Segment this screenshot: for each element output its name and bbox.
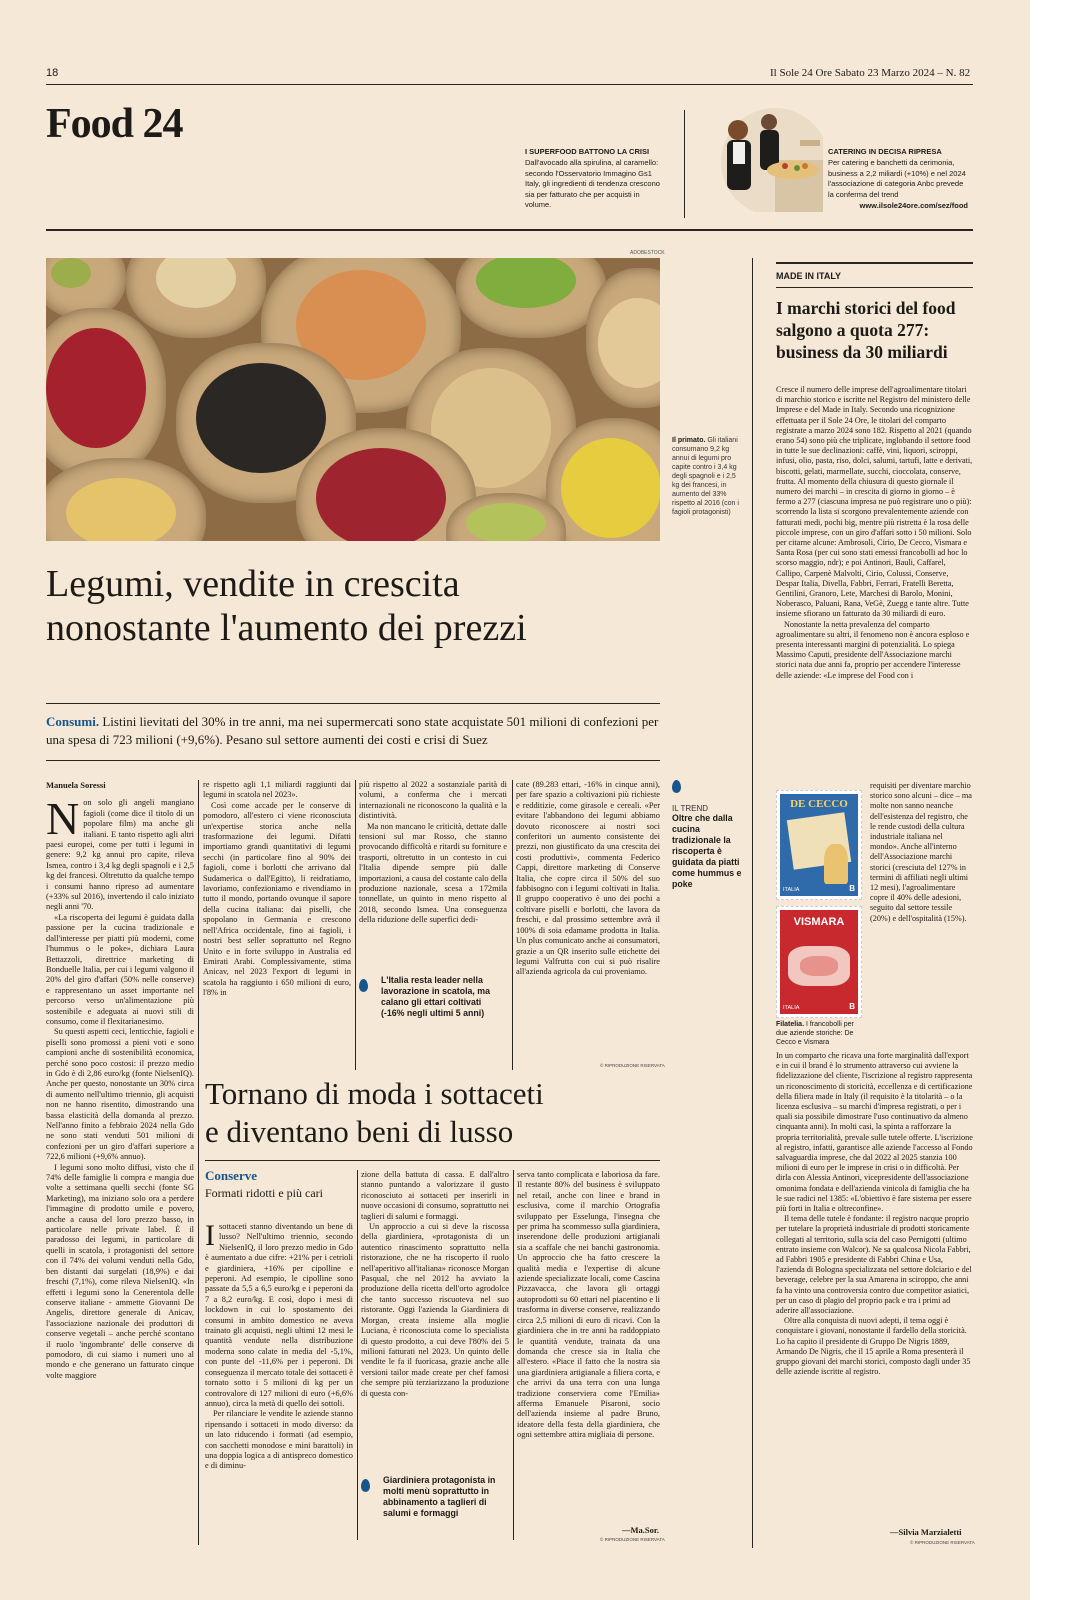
paragraph: Su questi aspetti ceci, lenticchie, fagioli e piselli sono promossi a pieni voti e sono campioni anche di sostenibilità economica, perché sono poco costosi: il prezzo medio in Gdo è di 2,86 euro/kg (fonte NielsenIQ). Anche per questo, nonostante un 30% circa di aumento nell'ultimo triennio, gli acquisti non ne hanno risentito, dimostrando una bassa elasticità della domanda al prezzo. Nell'anno finito a febbraio 2024 nella Gdo ne sono stati venduti 501 milioni di confezioni per un giro d'affari superiore a 722,6 milioni (+9,6% annuo).	[46, 1027, 194, 1162]
teaser-title: I SUPERFOOD BATTONO LA CRISI	[525, 147, 650, 156]
sidebar-headline	[776, 297, 976, 363]
second-col-3	[517, 1170, 660, 1522]
paragraph: Oltre alla conquista di nuovi adepti, il tema oggi è conquistare i giovani, nonostante il fardello della storicità. Lo ha capito il presidente di Gruppo De Nigris 1889, Armando De Nigris, che il 15 aprile a Roma presenterà il gruppo giovani dei marchi storici, composto dagli under 35 delle aziende iscritte al registro.	[776, 1316, 971, 1377]
paragraph: «La riscoperta dei legumi è guidata dalla passione per la cucina tradizionale e dall'interesse per piatti più moderni, come l'hummus o le poke», dichiara Laura Bettazzoli, direttrice marketing di Bonduelle Italia, per cui i legumi valgono il 20% del giro d'affari (50% nelle conserve) e rappresentano un asset importante nel percorso verso un'alimentazione più sostenibile e adeguata ai nuovi stili di consumo, come il flexitarianesimo.	[46, 912, 194, 1026]
author: Manuela Soressi	[46, 780, 106, 790]
headline-line-1: Tornano di moda i sottaceti	[205, 1076, 544, 1111]
photo-credit: ADOBESTOCK	[630, 250, 665, 256]
sidebar-text-top	[776, 385, 973, 781]
paragraph: Cresce il numero delle imprese dell'agroalimentare titolari di marchio storico e iscritte nel Registro del ministero delle Imprese e del Made in Italy. Secondo una ricognizione effettuata per il Sole 24 Ore, le titolari del comparto registrate a marzo 2024 sono 182. Rispetto al 2021 (quando erano 54) sono più che triplicate, inglobando il settore food in tutte le sue declinazioni: caffè, vini, liquori, sciroppi, infusi, olio, pasta, riso, dolci, salumi, tartufi, latte e derivati, biscotti, gelati, marmellate, succhi, cioccolata, conserve, frutta. Al momento della chiusura di questo giornale il numero dei marchi – in crescita di giorno in giorno – è fermo a 277 (ciascuna impresa ne può registrare uno o più): scorrendo la lista si scorgono prevalentemente aziende con fatturati medi, pochi big, mentre più ristretta è la rosa delle piccole imprese, con un giro d'affari sotto i 50 milioni. Solo per citarne alcune: Ambrosoli, Cirio, De Cecco, Vismara e Santa Rosa (per cui sono stati emessi francobolli ad hoc lo scorso maggio, ndr); e poi Antinori, Bauli, Caffarel, Callipo, Carpenè Malvolti, Cirio, Colussi, Conserve, Despar Italia, Divella, Fabbri, Ferrari, Fratelli Beretta, Gentilini, Granoro, Lete, Marchesi di Barolo, Monini, Noberasco, Paluani, Rana, VeGè, Zuegg e tante altre. Tutte insieme sfiorano un fatturato da 30 miliardi di euro.	[776, 385, 973, 619]
paragraph: serva tanto complicata e laboriosa da fare. Il restante 80% del business è sviluppato nel retail, anche con linee e brand in esclusiva, come il marchio Ortografia sviluppato per Esselunga, l'insegna che per prima ha scommesso sulla giardiniera, inserendone delle produzioni artigianali sia a scaffale che nei banchi gastronomia. Un approccio che ha fatto crescere la qualità media e l'expertise di alcune aziende specializzate locali, come Cascina Pizzavacca, che lavora gli ortaggi autoprodotti su 60 ettari nel piacentino e li trasforma in diverse conserve, realizzando circa 2,5 milioni di euro di ricavi. Con la giardiniera che in tre anni ha raddoppiato le quantità vendute, trainata da una domanda che cresce sia in Italia che all'estero. «Piace il fatto che la nostra sia una giardiniera artigianale a filiera corta, e che arrivi da una terra con una lunga tradizione conserviera come l'Emilia» afferma Emanuele Pisaroni, socio dell'azienda insieme al padre Bruno, ideatore della festa della giardiniera, che ogni settembre attira migliaia di persone.	[517, 1170, 660, 1440]
paragraph: Il tema delle tutele è fondante: il registro nacque proprio per tutelare la proprietà industriale di prodotti storicamente collegati al territorio, sulla scia del caso Pernigotti (ultimo entrato insieme con Walcor). Ne sa qualcosa Nicola Fabbri, ad Fabbri 1905 e presidente di Fabbri China e Usa, l'azienda di Bologna specializzata nel settore dolciario e del beverage, celebre per la sua Amarena in sciroppo, che anni fa ha vinto una controversia contro due competitor asiatici, per un caso di plagio del proprio pack e tra i primi ad aderire all'associazione.	[776, 1214, 972, 1316]
sidebar-text-narrow	[870, 781, 973, 1051]
caption-title: Il primato.	[672, 437, 706, 444]
dropcap: N	[46, 793, 80, 845]
trend-box	[672, 780, 744, 890]
masthead: Il Sole 24 Ore Sabato 23 Marzo 2024 – N. 82	[770, 67, 971, 79]
stamp-country: ITALIA	[783, 887, 800, 893]
standfirst	[46, 713, 660, 749]
caption-title: Filatelia.	[776, 1021, 805, 1028]
standfirst-rule-top	[46, 703, 660, 704]
second-article-rule	[205, 1160, 660, 1161]
paragraph: on solo gli angeli mangiano fagioli (come dice il titolo di un popolare film) ma anche gli italiani. E tanto rispetto agli altri paesi europei, come per tutti i legumi in genere: 9,2 kg annui pro capite, rileva Ismea, contro i 3,4 kg degli spagnoli e i 2,5 kg dei francesi. Oltretutto da qualche tempo i consumi hanno ripreso ad aumentare (+33% sul 2016), invertendo il calo iniziato negli anni '70.	[46, 798, 194, 912]
sidebar-signature: —Silvia Marzialetti	[890, 1527, 962, 1537]
paragraph: sottaceti stanno diventando un bene di lusso? Nell'ultimo triennio, secondo NielsenIQ, il loro prezzo medio in Gdo è aumentato a due cifre: +21% per i cetrioli e giardiniera, +16% per cipolline e peperoni. Ad esempio, le cipolline sono passate da 5,5 a 6,5 euro/kg e i peperoni da 7 a 8,2 euro/kg. E così, dopo i mesi di lockdown in cui lo spostamento dei consumi in ambito domestico ne aveva trainato gli acquisti, negli ultimi 12 mesi le quantità vendute nella distribuzione moderna sono calate in media del -5,1%, con punte del -11,6% per i peperoni. Di conseguenza il mercato totale dei sottaceti è tornato sotto i 5 milioni di kg per un controvalore di 127 milioni di euro (+6,6% annuo), circa la metà di quello dei sottoli.	[205, 1222, 353, 1408]
stamp-value: B	[849, 884, 855, 893]
stamp-caption	[776, 1020, 864, 1047]
sidebar-text-bottom	[776, 1051, 973, 1527]
teaser-url[interactable]: www.ilsole24ore.com/sez/food	[859, 201, 968, 210]
paragraph: I legumi sono molto diffusi, visto che il 74% delle famiglie li compra e mangia due volte a settimana quelli secchi (fonte SG Marketing), ma iniziano solo ora a perdere l'immagine di prodotto umile e povero, anche a causa del loro prezzo basso, in particolare nelle private label. È il paradosso dei legumi, in particolare di quelli in scatola, i protagonisti del settore con il 74% dei volumi venduti nella Gdo, ben distanti dai surgelati (18,9%) e dai freschi (7,1%), come rileva NielsenIQ. «In effetti i legumi sono la Cenerentola delle conserve italiane - ammette Giovanni De Angelis, direttore generale di Anicav, l'associazione nazionale dei produttori di conserve vegetali – anche perché scontano il ruolo 'ingombrante' delle conserve di pomodoro, di cui siamo i numeri uno al mondo e che generano un fatturato cinque volte maggiore	[46, 1162, 194, 1380]
second-headline	[205, 1075, 665, 1151]
section-title: Food 24	[46, 101, 183, 147]
copyright-sidebar: © RIPRODUZIONE RISERVATA	[910, 1540, 975, 1545]
bean-icon	[361, 1479, 370, 1492]
second-col-2	[361, 1170, 509, 1465]
headline-line-2: salgono a quota 277:	[776, 320, 930, 340]
main-headline	[46, 562, 686, 650]
teaser-body: Per catering e banchetti da cerimonia, business a 2,2 miliardi (+10%) e nel 2024 l'associazione di categoria Anbc prevede la conferma del trend	[828, 158, 966, 199]
paragraph: Così come accade per le conserve di pomodoro, all'estero ci viene riconosciuta un'expertise storica anche nella trasformazione dei legumi. Difatti importiamo grandi quantitativi di legumi secchi (in particolare fino al 90% dei fagioli, come i borlotti che arrivano dal Sudamerica o dall'Egitto), li reidratiamo, lavoriamo, confezioniamo e rivendiamo in tutto il mondo, portando ovunque il sapore della cucina italiana: dai piselli, che spopolano in Germania e crescono nell'Africa occidentale, fino ai fagioli, i nostri best seller soprattutto nel Regno Unito e in forte sviluppo in Australia ed Emirati Arabi. Complessivamente, stima Anicav, nel 2023 l'export di legumi in scatola ha raggiunto i 650 milioni di euro, l'8% in	[203, 800, 351, 998]
stamp-value: B	[849, 1002, 855, 1011]
header-bottom-rule	[46, 229, 973, 231]
copyright-second: © RIPRODUZIONE RISERVATA	[600, 1537, 665, 1542]
legumes-photo	[46, 258, 660, 541]
paragraph: Nonostante la netta prevalenza del comparto agroalimentare su altri, il fenomeno non è ancora esploso e presenta interessanti margini di potenzialità. Lo spiega Massimo Caputi, presidente dell'Associazione marchi storici nata due anni fa, proprio per accendere l'interesse delle aziende: «Le imprese del Food con i	[776, 619, 970, 680]
trend-text: Oltre che dalla cucina tradizionale la riscoperta è guidata da piatti come hummus e poke	[672, 813, 742, 889]
quote-text: L'Italia resta leader nella lavorazione in scatola, ma calano gli ettari coltivati (-16% negli ultimi 5 anni)	[381, 975, 491, 1018]
main-col-1	[46, 780, 194, 1545]
main-col-4	[516, 780, 660, 1060]
paragraph: Ma non mancano le criticità, dettate dalle tensioni sul mar Rosso, che stanno provocando difficoltà e ritardi su forniture e trasporti, oltretutto in un contesto in cui l'Italia dipende sempre più dalle importazioni, a causa del costante calo della produzione nazionale, scesa a 172mila tonnellate, un quinto in meno rispetto al 2018, secondo Ismea. Una conseguenza della riduzione delle superfici dedi-	[359, 821, 507, 925]
standfirst-kicker: Consumi.	[46, 714, 100, 729]
main-col-3	[359, 780, 507, 960]
paragraph: più rispetto al 2022 a sostanziale parità di volumi, a conferma che i mercati internazionali ne riconoscono la qualità e la distintività.	[359, 780, 507, 821]
headline-line-1: I marchi storici del food	[776, 298, 956, 318]
paragraph: Un approccio a cui si deve la riscossa della giardiniera, «protagonista di un autentico rinascimento soprattutto nella ristorazione, che ne ha riscoperto il ruolo nell'aperitivo all'italiana» riconosce Morgan Pasqual, che nel 2012 ha avviato la produzione della ricetta dell'orto agrodolce che tanto successo riscuoteva nel suo ristorante. Oggi l'azienda la Giardiniera di Morgan, creata insieme alla moglie Luciana, è riconosciuta come lo specialista di questo prodotto, a cui deve l'80% dei 5 milioni fatturati nel 2023. Un quinto delle vendite le fa il fuoricasa, grazie anche alle versioni tailor made create per chef famosi che sempre più terziarizzano la produzione di questa con-	[361, 1222, 509, 1398]
caption-body: Gli italiani consumano 9,2 kg annui di legumi pro capite contro i 3,4 kg degli spagnoli e i 2,5 kg dei francesi, in aumento del 33% rispetto al 2016 (con i fagioli protagonisti)	[672, 437, 739, 516]
main-col-2	[203, 780, 351, 1070]
teaser-catering[interactable]	[828, 147, 968, 210]
sidebar-label: MADE IN ITALY	[776, 271, 842, 281]
sidebar-top-rule	[776, 262, 973, 264]
paragraph: re rispetto agli 1,1 miliardi raggiunti dai legumi in scatola nel 2023».	[203, 780, 351, 800]
dropcap: I	[205, 1222, 215, 1252]
bean-icon	[359, 979, 368, 992]
caption-body: I francobolli per due aziende storiche: De Cecco e Vismara	[776, 1021, 854, 1046]
column-divider	[357, 1170, 358, 1540]
trend-label: IL TREND	[672, 804, 709, 813]
headline-line-1: Legumi, vendite in crescita	[46, 563, 460, 605]
second-subtitle: Formati ridotti e più cari	[205, 1186, 323, 1200]
top-rule	[46, 84, 973, 85]
teaser-body: Dall'avocado alla spirulina, al caramello: secondo l'Osservatorio Immagino Gs1 Italy, gli ingredienti di tendenza crescono sia per fatturato che per acquisti in volume.	[525, 158, 660, 209]
teaser-title: CATERING IN DECISA RIPRESA	[828, 147, 942, 156]
headline-line-2: nonostante l'aumento dei prezzi	[46, 607, 527, 649]
paragraph: requisiti per diventare marchio storico sono alcuni – dice – ma molte non sanno neanche dell'esistenza del registro, che le rende custodi della cultura industriale italiana nel mondo». Anche all'interno dell'Associazione marchi storici (cresciuta del 127% in termini di affiliati negli ultimi 12 mesi), l'agroalimentare copre il 40% delle adesioni, seguito dal settore tessile (20%) e dell'ospitalità (15%).	[870, 781, 972, 923]
standfirst-text: Listini lievitati del 30% in tre anni, ma nei supermercati sono state acquistate 501 milioni di confezioni per una spesa di 723 milioni (+9,6%). Pesano sul settore aumenti dei costi e crisi di Suez	[46, 714, 659, 747]
bean-icon	[672, 780, 681, 793]
catering-photo	[705, 100, 823, 212]
teaser-superfood[interactable]	[525, 147, 665, 211]
stamp-brand: DE CECCO	[790, 798, 848, 810]
second-col-1-text	[205, 1222, 353, 1540]
page-number: 18	[46, 67, 59, 79]
column-divider	[513, 1170, 514, 1540]
column-divider	[512, 780, 513, 1070]
pull-quote-giardiniera	[361, 1475, 509, 1519]
column-divider	[355, 780, 356, 1070]
pull-quote-scatola	[359, 975, 507, 1019]
stamp-country: ITALIA	[783, 1005, 800, 1011]
second-col-1	[205, 1168, 353, 1201]
stamp-vismara	[776, 906, 862, 1018]
column-divider	[198, 780, 199, 1545]
standfirst-rule-bottom	[46, 760, 660, 761]
copyright-main: © RIPRODUZIONE RISERVATA	[600, 1063, 665, 1068]
second-signature: —Ma.Sor.	[622, 1525, 659, 1535]
headline-line-2: e diventano beni di lusso	[205, 1114, 514, 1149]
paragraph: Per rilanciare le vendite le aziende stanno ripensando i sottaceti in modo diverso: da un lato riducendo i formati (ad esempio, con sacchetti monodose e mini barattoli) in una doppia logica a di antispreco domestico e di diminu-	[205, 1409, 353, 1471]
paragraph: zione della battuta di cassa. E dall'altro stanno puntando a valorizzare il gusto riconosciuto ai sottaceti per inserirli in nuove occasioni di consumo, soprattutto nei taglieri di salumi e formaggi.	[361, 1170, 509, 1221]
quote-text: Giardiniera protagonista in molti menù soprattutto in abbinamento a taglieri di salumi e formaggi	[383, 1475, 496, 1518]
teaser-divider	[684, 110, 685, 218]
page-edge	[1030, 0, 1072, 1600]
sidebar-divider	[752, 258, 753, 1548]
sidebar-label-rule	[776, 287, 973, 288]
second-kicker: Conserve	[205, 1168, 257, 1183]
stamp-brand: VISMARA	[793, 916, 845, 928]
paragraph: In un comparto che ricava una forte marginalità dall'export e in cui il brand è lo strumento attraverso cui avviene la fidelizzazione del cliente, l'iscrizione al registro rappresenta un riconoscimento di storicità, eccellenza e di certificazione della filiera made in Italy (il requisito è la titolarità – o la licenza esclusiva – su marchi d'impresa registrati, o per i quali sia possibile dimostrare l'uso continuativo da almeno cinquanta anni). In molti casi, la spinta a rafforzare la propria territorialità, prevale sulle tutele offerte. L'iscrizione al registro, infatti, garantisce alle aziende l'accesso al Fondo salvaguardia imprese, che dal 2022 al 2025 stanzia 100 milioni di euro per le imprese in crisi o in difficoltà. Per dirla con Alessia Antinori, vicepresidente dell'associazione omonima fondata e dell'azienda vinicola di famiglia che ha le sue radici nel 1385: «L'obiettivo è fare sistema per essere più forti in Italia e oltreconfine».	[776, 1051, 973, 1214]
headline-line-3: business da 30 miliardi	[776, 342, 948, 362]
stamp-de-cecco	[776, 790, 862, 900]
paragraph: cate (89.283 ettari, -16% in cinque anni), per fare spazio a coltivazioni più richieste e redditizie, come girasole e cereali. «Per evitare l'abbandono dei legumi abbiamo dovuto riconoscere ai nostri soci conferitori un aumento consistente dei prezzi, non giustificato da una crescita dei costi produttivi», commenta Federico Cappi, direttore marketing di Conserve Italia, che copre circa il 50% del suo fabbisogno con i legumi coltivati in Italia. Il gruppo cooperativo è uno dei pochi a coltivare piselli e borlotti, che lavora da freschi, e dal prossimo settembre avrà il 100% di soia edamame prodotta in Italia. Un plus comunicato anche ai consumatori, grazie a un QR inserito sulle etichette dei legumi Valfrutta con cui si può risalire all'azienda agricola da cui proveniamo.	[516, 780, 660, 977]
photo-caption	[672, 436, 740, 517]
